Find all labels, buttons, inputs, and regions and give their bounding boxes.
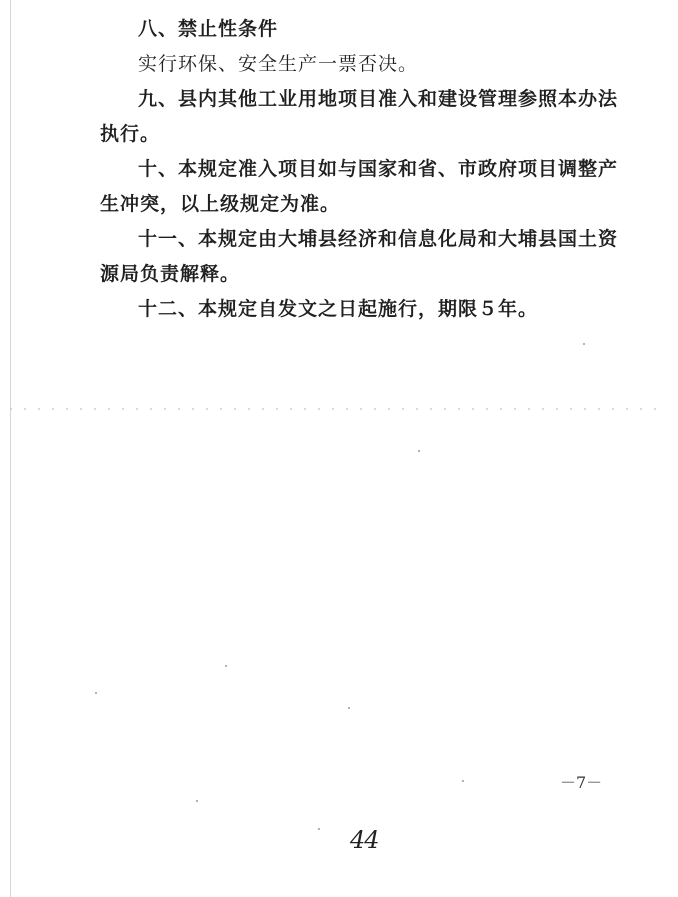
paragraph-9: 九、县内其他工业用地项目准入和建设管理参照本办法执行。	[100, 88, 619, 145]
scan-speck	[583, 343, 585, 345]
scan-speck	[196, 800, 198, 802]
document-body	[100, 12, 620, 327]
paragraph-10: 十、本规定准入项目如与国家和省、市政府项目调整产生冲突，以上级规定为准。	[100, 158, 619, 215]
paragraph-12: 十二、本规定自发文之日起施行，期限５年。	[138, 298, 539, 320]
scan-artifact-line	[10, 408, 660, 410]
handwritten-page-mark: 44	[350, 826, 379, 854]
paragraph-8-content: 实行环保、安全生产一票否决。	[138, 53, 419, 75]
scan-speck	[418, 450, 420, 452]
scan-speck	[348, 707, 350, 709]
scan-speck	[318, 828, 320, 830]
paragraph-11: 十一、本规定由大埔县经济和信息化局和大埔县国土资源局负责解释。	[100, 228, 619, 285]
paragraph-8-heading: 八、禁止性条件	[138, 18, 279, 40]
page-number: －7－	[560, 773, 603, 792]
scan-left-edge	[10, 0, 11, 897]
scan-speck	[462, 780, 464, 782]
scan-speck	[95, 692, 97, 694]
scan-speck	[225, 665, 227, 667]
